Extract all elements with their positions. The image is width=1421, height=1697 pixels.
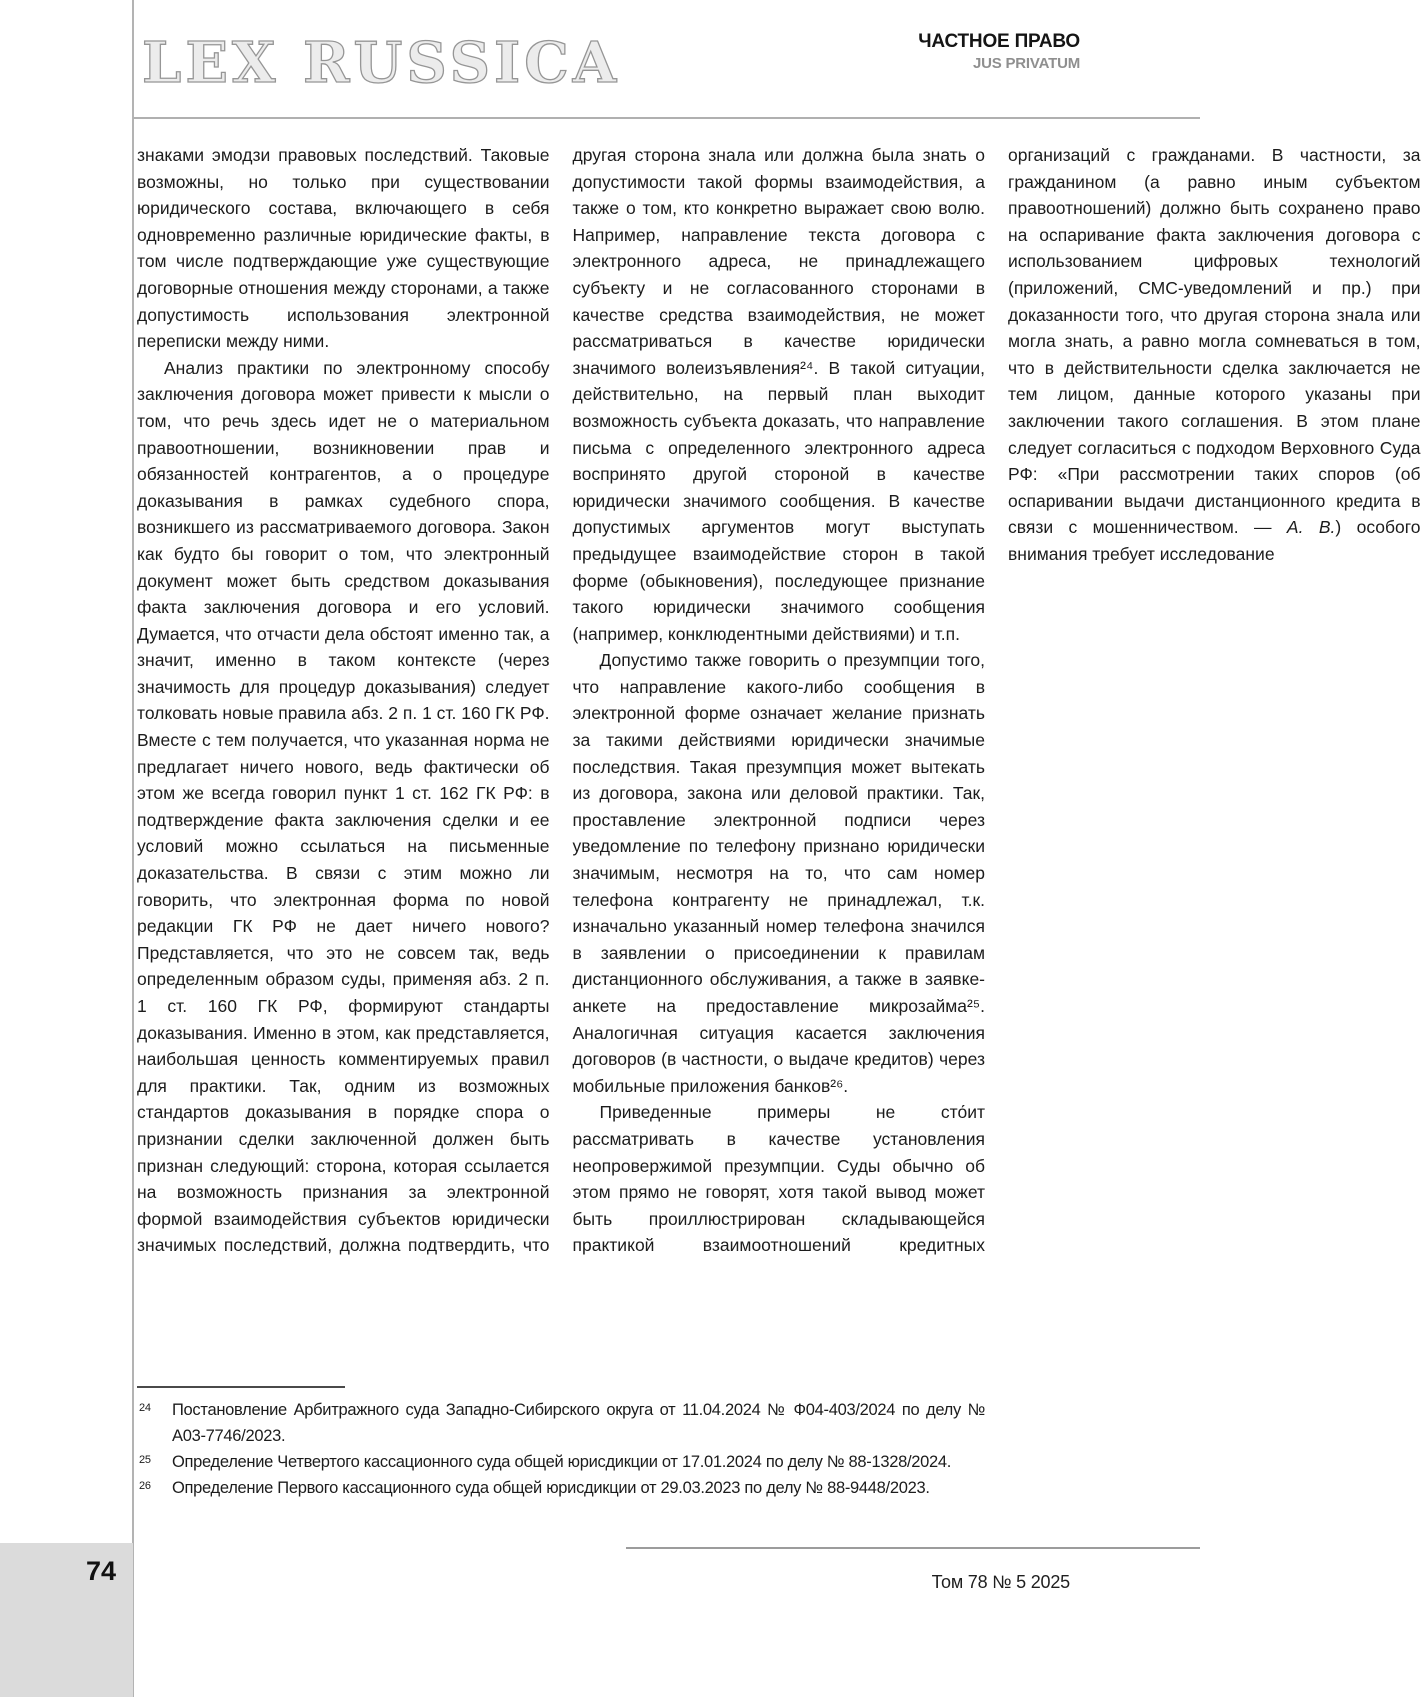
- article-paragraph: знаками эмодзи правовых последствий. Таковые возможны, но только при существовании юридического состава, включающего в себя одновременно различные юридические факты, в том числе подтверждающие уже существующие договорные отношения между сторонами, а также допустимость использования электронной переписки между ними.: [137, 145, 550, 352]
- journal-logo: LEX RUSSICA: [142, 30, 621, 96]
- volume-issue-info: Том 78 № 5 2025: [931, 1572, 1070, 1592]
- footnote: [137, 1449, 985, 1475]
- footnote-separator-rule: [137, 1386, 345, 1388]
- footnote-number: 24: [139, 1402, 151, 1414]
- footnote: [137, 1475, 985, 1501]
- footnote: [137, 1397, 985, 1449]
- footnotes-block: [137, 1386, 985, 1501]
- footer-rule: [626, 1547, 1200, 1549]
- footnote-text: Определение Первого кассационного суда общей юрисдикции от 29.03.2023 по делу № 88-9448/2023.: [172, 1479, 930, 1497]
- paragraph-text: Приведенные примеры не сто́ит рассматривать в качестве установления неопровержимой презумпции. Суды обычно об этом прямо не говорят, хотя такой вывод может быть проиллюстрирован складывающейся практикой взаимоотношений кредитных организаций с гражданами. В частности, за гражданином (а равно иным субъектом правоотношений) должно быть сохранено право на оспаривание факта заключения договора с использованием цифровых технологий (приложений, СМС-уведомлений и пр.) при доказанности того, что другая сторона знала или могла знать, а равно могла сомневаться в том, что в действительности сделка заключается не тем лицом, данные которого указаны при заключении такого соглашения. В этом плане следует согласиться с подходом Верховного Суда РФ: «При рассмотрении таких споров (об оспаривании выдачи дистанционного кредита в связи с мошенничеством. —: [572, 145, 1421, 1256]
- section-title-russian: ЧАСТНОЕ ПРАВО: [918, 31, 1080, 52]
- header-rule: [133, 117, 1200, 119]
- page-number: 74: [85, 1556, 116, 1586]
- article-paragraph: Анализ практики по электронному способу заключения договора может привести к мысли о том, что речь здесь идет не о материальном правоотношении, возникновении прав и обязанностей контрагентов, а о процедуре доказывания в рамках судебного спора, возникшего из рассматриваемого договора. Закон как будто бы говорит о том, что электронный документ может быть средством доказывания факта заключения договора и его условий. Думается, что отчасти дела обстоят именно так, а значит, именно в таком контексте (через значимость для процедур доказывания) следует толковать новые правила абз. 2 п. 1 ст. 160 ГК РФ. Вместе с тем получается, что указанная норма не предлагает ничего нового, ведь фактически об этом же всегда говорил пункт 1 ст. 162 ГК РФ: в подтверждение факта заключения сделки и ее условий можно ссылаться на письменные доказательства. В связи с этим можно ли говорить, что электронная форма по новой редакции ГК РФ не дает ничего нового? Представляется, что это не совсем так, ведь определенным образом суды, применяя абз. 2 п. 1 ст. 160 ГК РФ, формируют стандарты доказывания. Именно в этом, как представляется, наибольшая ценность комментируемых правил для практики. Так, одним из возможных стандартов доказывания в порядке спора о признании сделки заключенной должен быть признан следующий: сторона, которая ссылается на возможность признания за электронной формой взаимодействия субъектов юридически значимых последствий, должна подтвердить, что другая сторона знала или должна была знать о допустимости такой формы взаимодействия, а также о том, кто конкретно выражает свою волю. Например, направление текста договора с электронного адреса, не принадлежащего субъекту и не согласованного сторонами в качестве средства взаимодействия, не может рассматриваться в качестве юридически значимого волеизъявления²⁴. В такой ситуации, действительно, на первый план выходит возможность субъекта доказать, что направление письма с определенного электронного адреса воспринято другой стороной в качестве юридически значимого сообщения. В качестве допустимых аргументов могут выступать предыдущее взаимодействие сторон в такой форме (обыкновения), последующее признание такого юридически значимого сообщения (например, конклюдентными действиями) и т.п.: [137, 145, 985, 1256]
- section-title-latin: JUS PRIVATUM: [972, 55, 1080, 72]
- footnote-number: 26: [139, 1480, 151, 1492]
- article-paragraph: Допустимо также говорить о презумпции того, что направление какого-либо сообщения в электронной форме означает желание признать за такими действиями юридически значимые последствия. Такая презумпция может вытекать из договора, закона или деловой практики. Так, проставление электронной подписи через уведомление по телефону признано юридически значимым, несмотря на то, что сам номер телефона контрагенту не принадлежал, т.к. изначально указанный номер телефона значился в заявлении о присоединении к правилам дистанционного обслуживания, а также в заявке-анкете на предоставление микрозайма²⁵. Аналогичная ситуация касается заключения договоров (в частности, о выдаче кредитов) через мобильные приложения банков²⁶.: [572, 650, 985, 1096]
- article-body: [137, 142, 1421, 1274]
- paragraph-text: ) особого внимания требует исследование: [1008, 517, 1421, 564]
- footnote-text: Определение Четвертого кассационного суда общей юрисдикции от 17.01.2024 по делу № 88-1328/2024.: [172, 1453, 952, 1471]
- author-initials: А. В.: [1286, 517, 1336, 538]
- section-rubric: [918, 30, 1080, 73]
- footnote-text: Постановление Арбитражного суда Западно-Сибирского округа от 11.04.2024 № Ф04-403/2024 по делу № А03-7746/2023.: [172, 1401, 985, 1445]
- left-margin-rule: [132, 0, 134, 1697]
- footnote-number: 25: [139, 1454, 151, 1466]
